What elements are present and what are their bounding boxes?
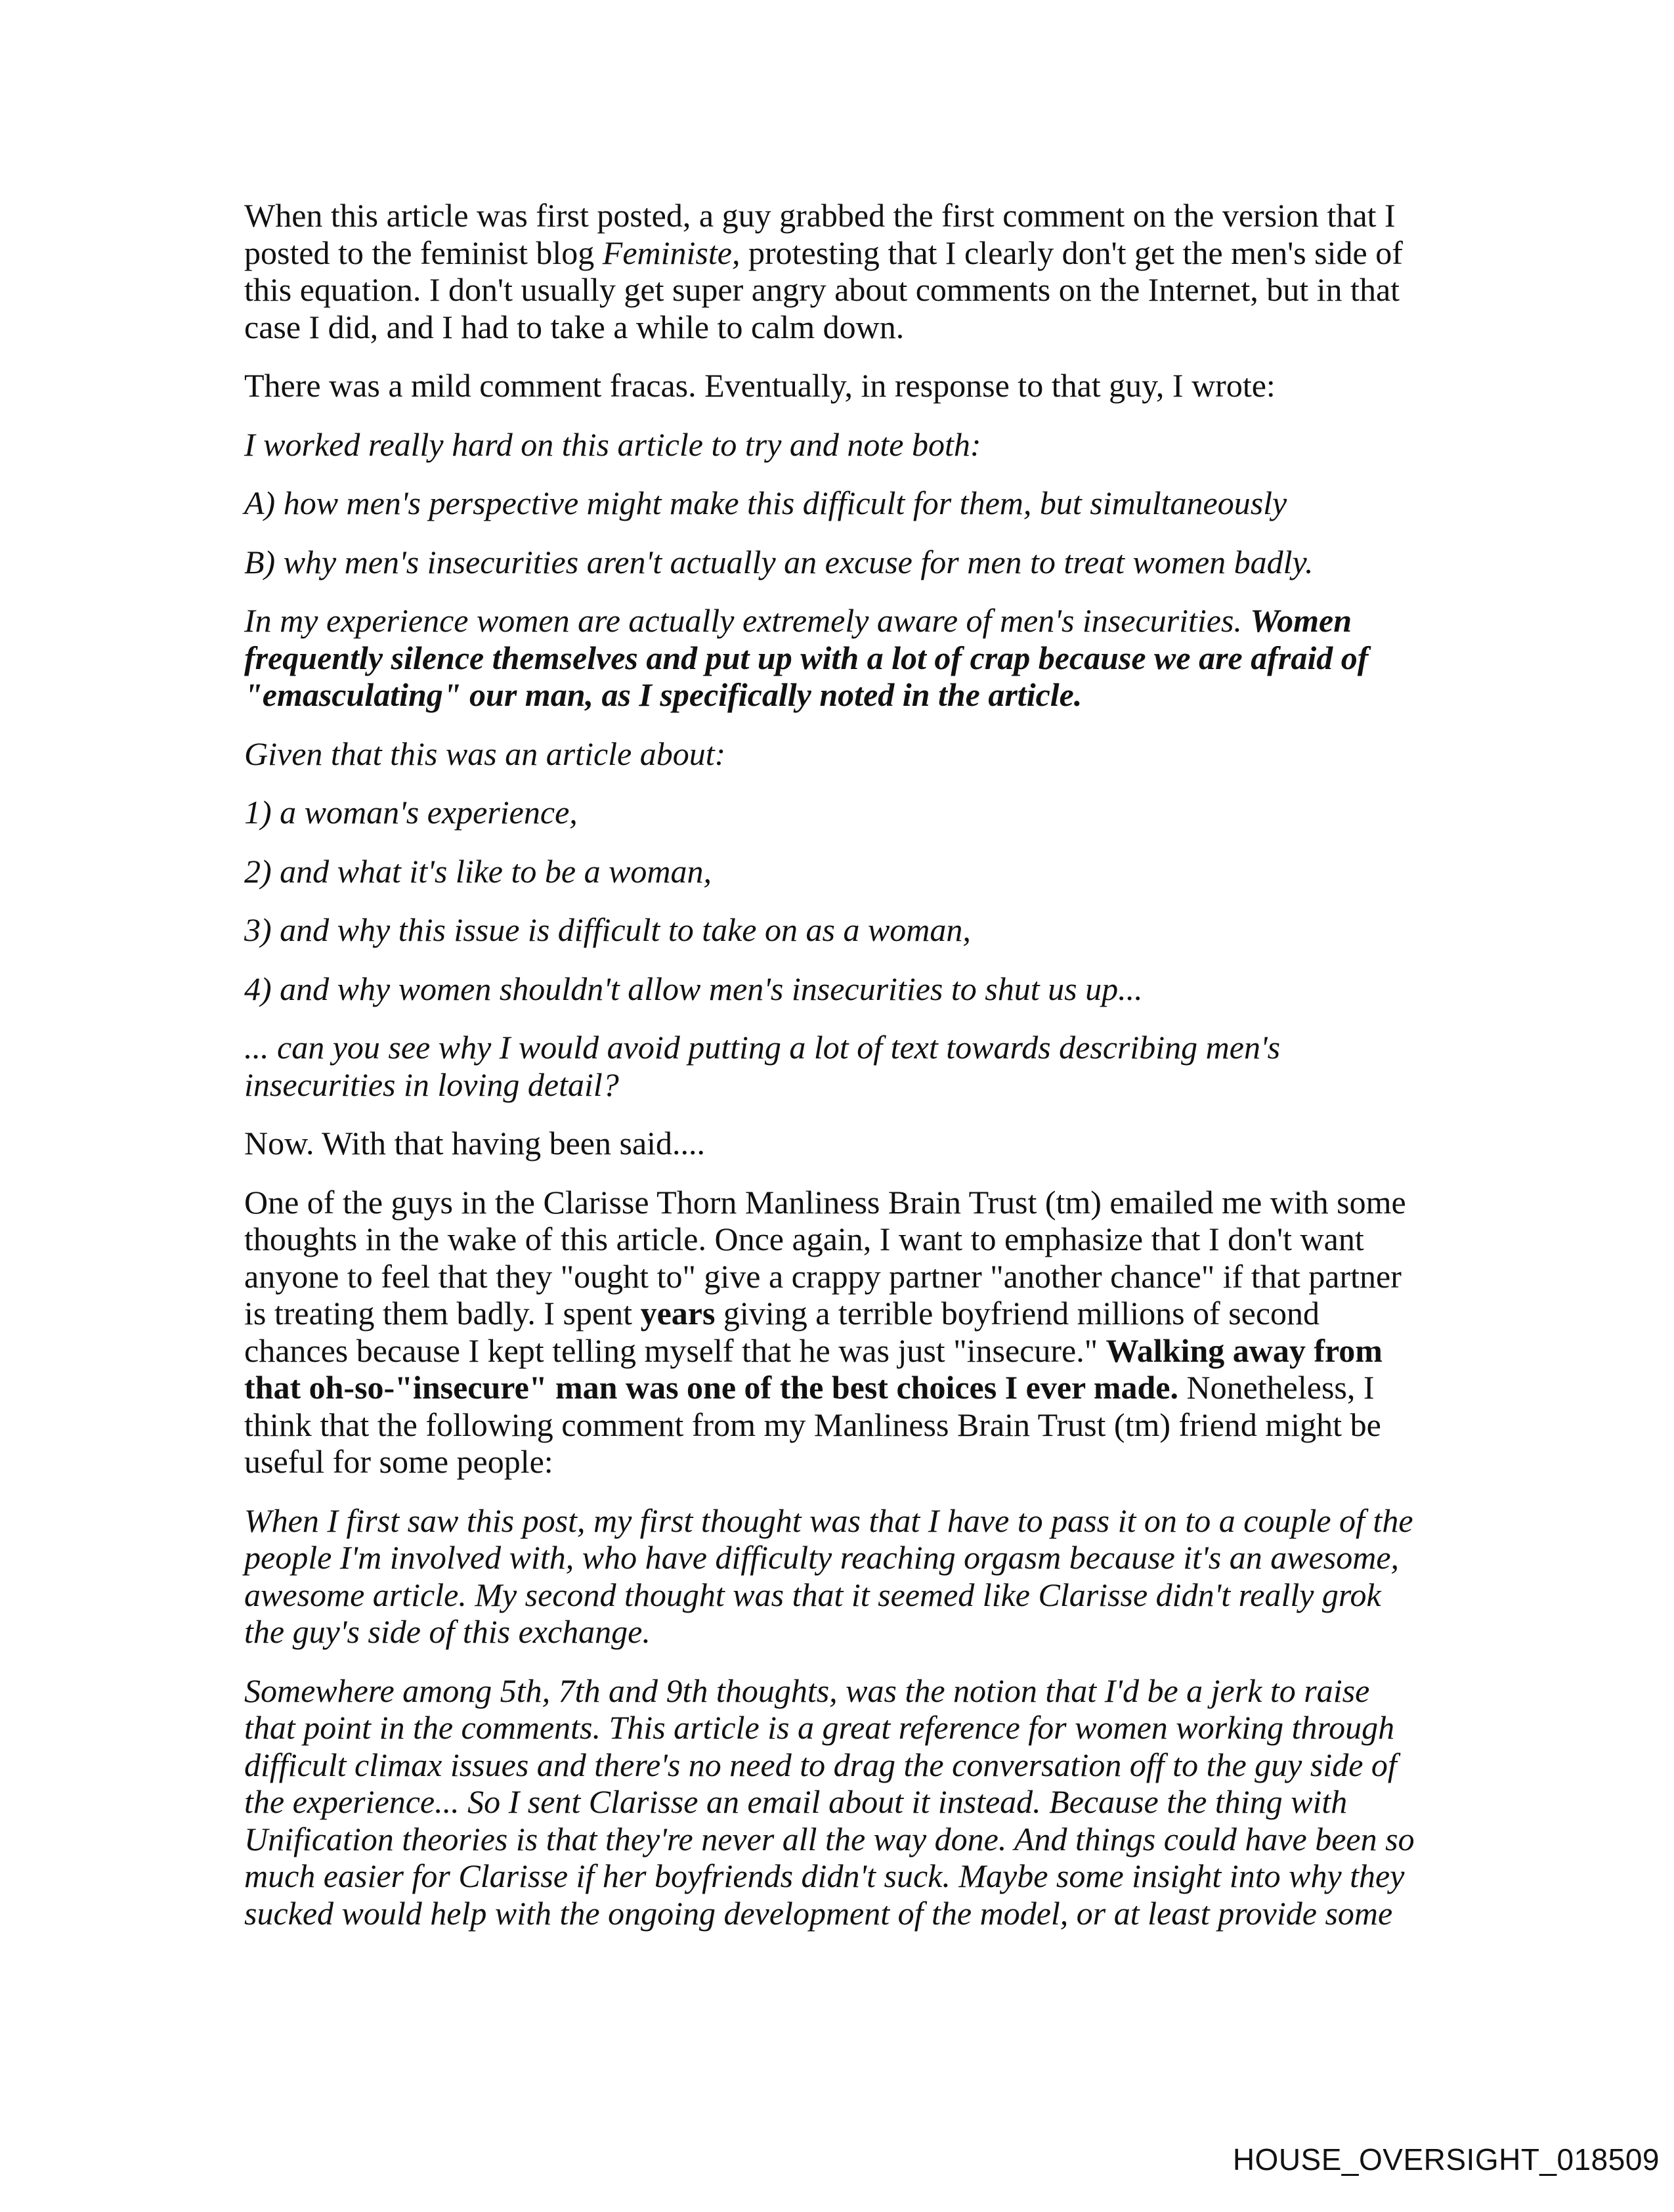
paragraph — [244, 544, 1419, 581]
text-run: Women frequently silence themselves and put up with a lot of crap because we are afraid of "emasculating" our man, as I specifically noted in the article. — [244, 602, 1369, 713]
text-run: I worked really hard on this article to try and note both: — [244, 425, 981, 463]
document-body — [244, 197, 1419, 1953]
bates-stamp: HOUSE_OVERSIGHT_018509 — [1232, 2142, 1660, 2177]
text-run: There was a mild comment fracas. Eventually, in response to that guy, I wrote: — [244, 367, 1276, 404]
text-run: Given that this was an article about: — [244, 735, 726, 772]
paragraph — [244, 426, 1419, 464]
text-run: Walking away from that oh-so-"insecure" man was one of the best choices I ever made. — [244, 1332, 1383, 1406]
text-run: B) why men's insecurities aren't actually an excuse for men to treat women badly. — [244, 543, 1314, 580]
text-run: In my experience women are actually extremely aware of men's insecurities. — [244, 602, 1251, 639]
text-run: 1) a woman's experience, — [244, 794, 578, 831]
paragraph — [244, 485, 1419, 522]
text-run: A) how men's perspective might make this difficult for them, but simultaneously — [244, 485, 1287, 521]
paragraph — [244, 367, 1419, 404]
text-run: Now. With that having been said.... — [244, 1125, 706, 1161]
paragraph — [244, 735, 1419, 773]
paragraph — [244, 1184, 1419, 1481]
paragraph — [244, 1672, 1419, 1932]
text-run: giving a terrible boyfriend millions of second chances because I kept telling myself that he was just "insecure." — [244, 1295, 1320, 1369]
paragraph — [244, 970, 1419, 1008]
text-run: years — [640, 1295, 716, 1332]
text-run: One of the guys in the Clarisse Thorn Manliness Brain Trust (tm) emailed me with some thoughts in the wake of this article. Once again, I want to emphasize that I don't want anyone to feel that they "ought to" give a crappy partner "another chance" if that partner is treating them badly. I spent — [244, 1183, 1406, 1332]
text-run: When I first saw this post, my first thought was that I have to pass it on to a couple of the people I'm involved with, who have difficulty reaching orgasm because it's an awesome, awesome article. My second thought was that it seemed like Clarisse didn't really grok the guy's side of this exchange. — [244, 1502, 1413, 1650]
text-run: 2) and what it's like to be a woman, — [244, 852, 712, 890]
text-run: ... can you see why I would avoid putting a lot of text towards describing men's insecurities in loving detail? — [244, 1029, 1281, 1103]
text-run: 3) and why this issue is difficult to take on as a woman, — [244, 911, 971, 948]
text-run: Feministe, — [602, 234, 740, 271]
text-run: 4) and why women shouldn't allow men's insecurities to shut us up... — [244, 970, 1143, 1007]
paragraph — [244, 602, 1419, 714]
paragraph — [244, 197, 1419, 345]
text-run: Somewhere among 5th, 7th and 9th thoughts, was the notion that I'd be a jerk to raise that point in the comments. This article is a great reference for women working through difficult climax issues and there's no need to drag the conversation off to the guy side of the experience... So I sent Clarisse an email about it instead. Because the thing with Unification theories is that they're never all the way done. And things could have been so much easier for Clarisse if her boyfriends didn't suck. Maybe some insight into why they sucked would help with the ongoing development of the model, or at least provide some — [244, 1672, 1415, 1932]
paragraph — [244, 1029, 1419, 1103]
text-run: When this article was first posted, a guy grabbed the first comment on the version that I posted to the feminist blog — [244, 197, 1396, 271]
paragraph — [244, 1125, 1419, 1162]
text-run: Nonetheless, I think that the following comment from my Manliness Brain Trust (tm) friend might be useful for some people: — [244, 1369, 1381, 1480]
paragraph — [244, 1502, 1419, 1651]
paragraph — [244, 853, 1419, 890]
paragraph — [244, 794, 1419, 831]
paragraph — [244, 911, 1419, 949]
text-run: protesting that I clearly don't get the men's side of this equation. I don't usually get super angry about comments on the Internet, but in that case I did, and I had to take a while to calm down. — [244, 234, 1403, 345]
